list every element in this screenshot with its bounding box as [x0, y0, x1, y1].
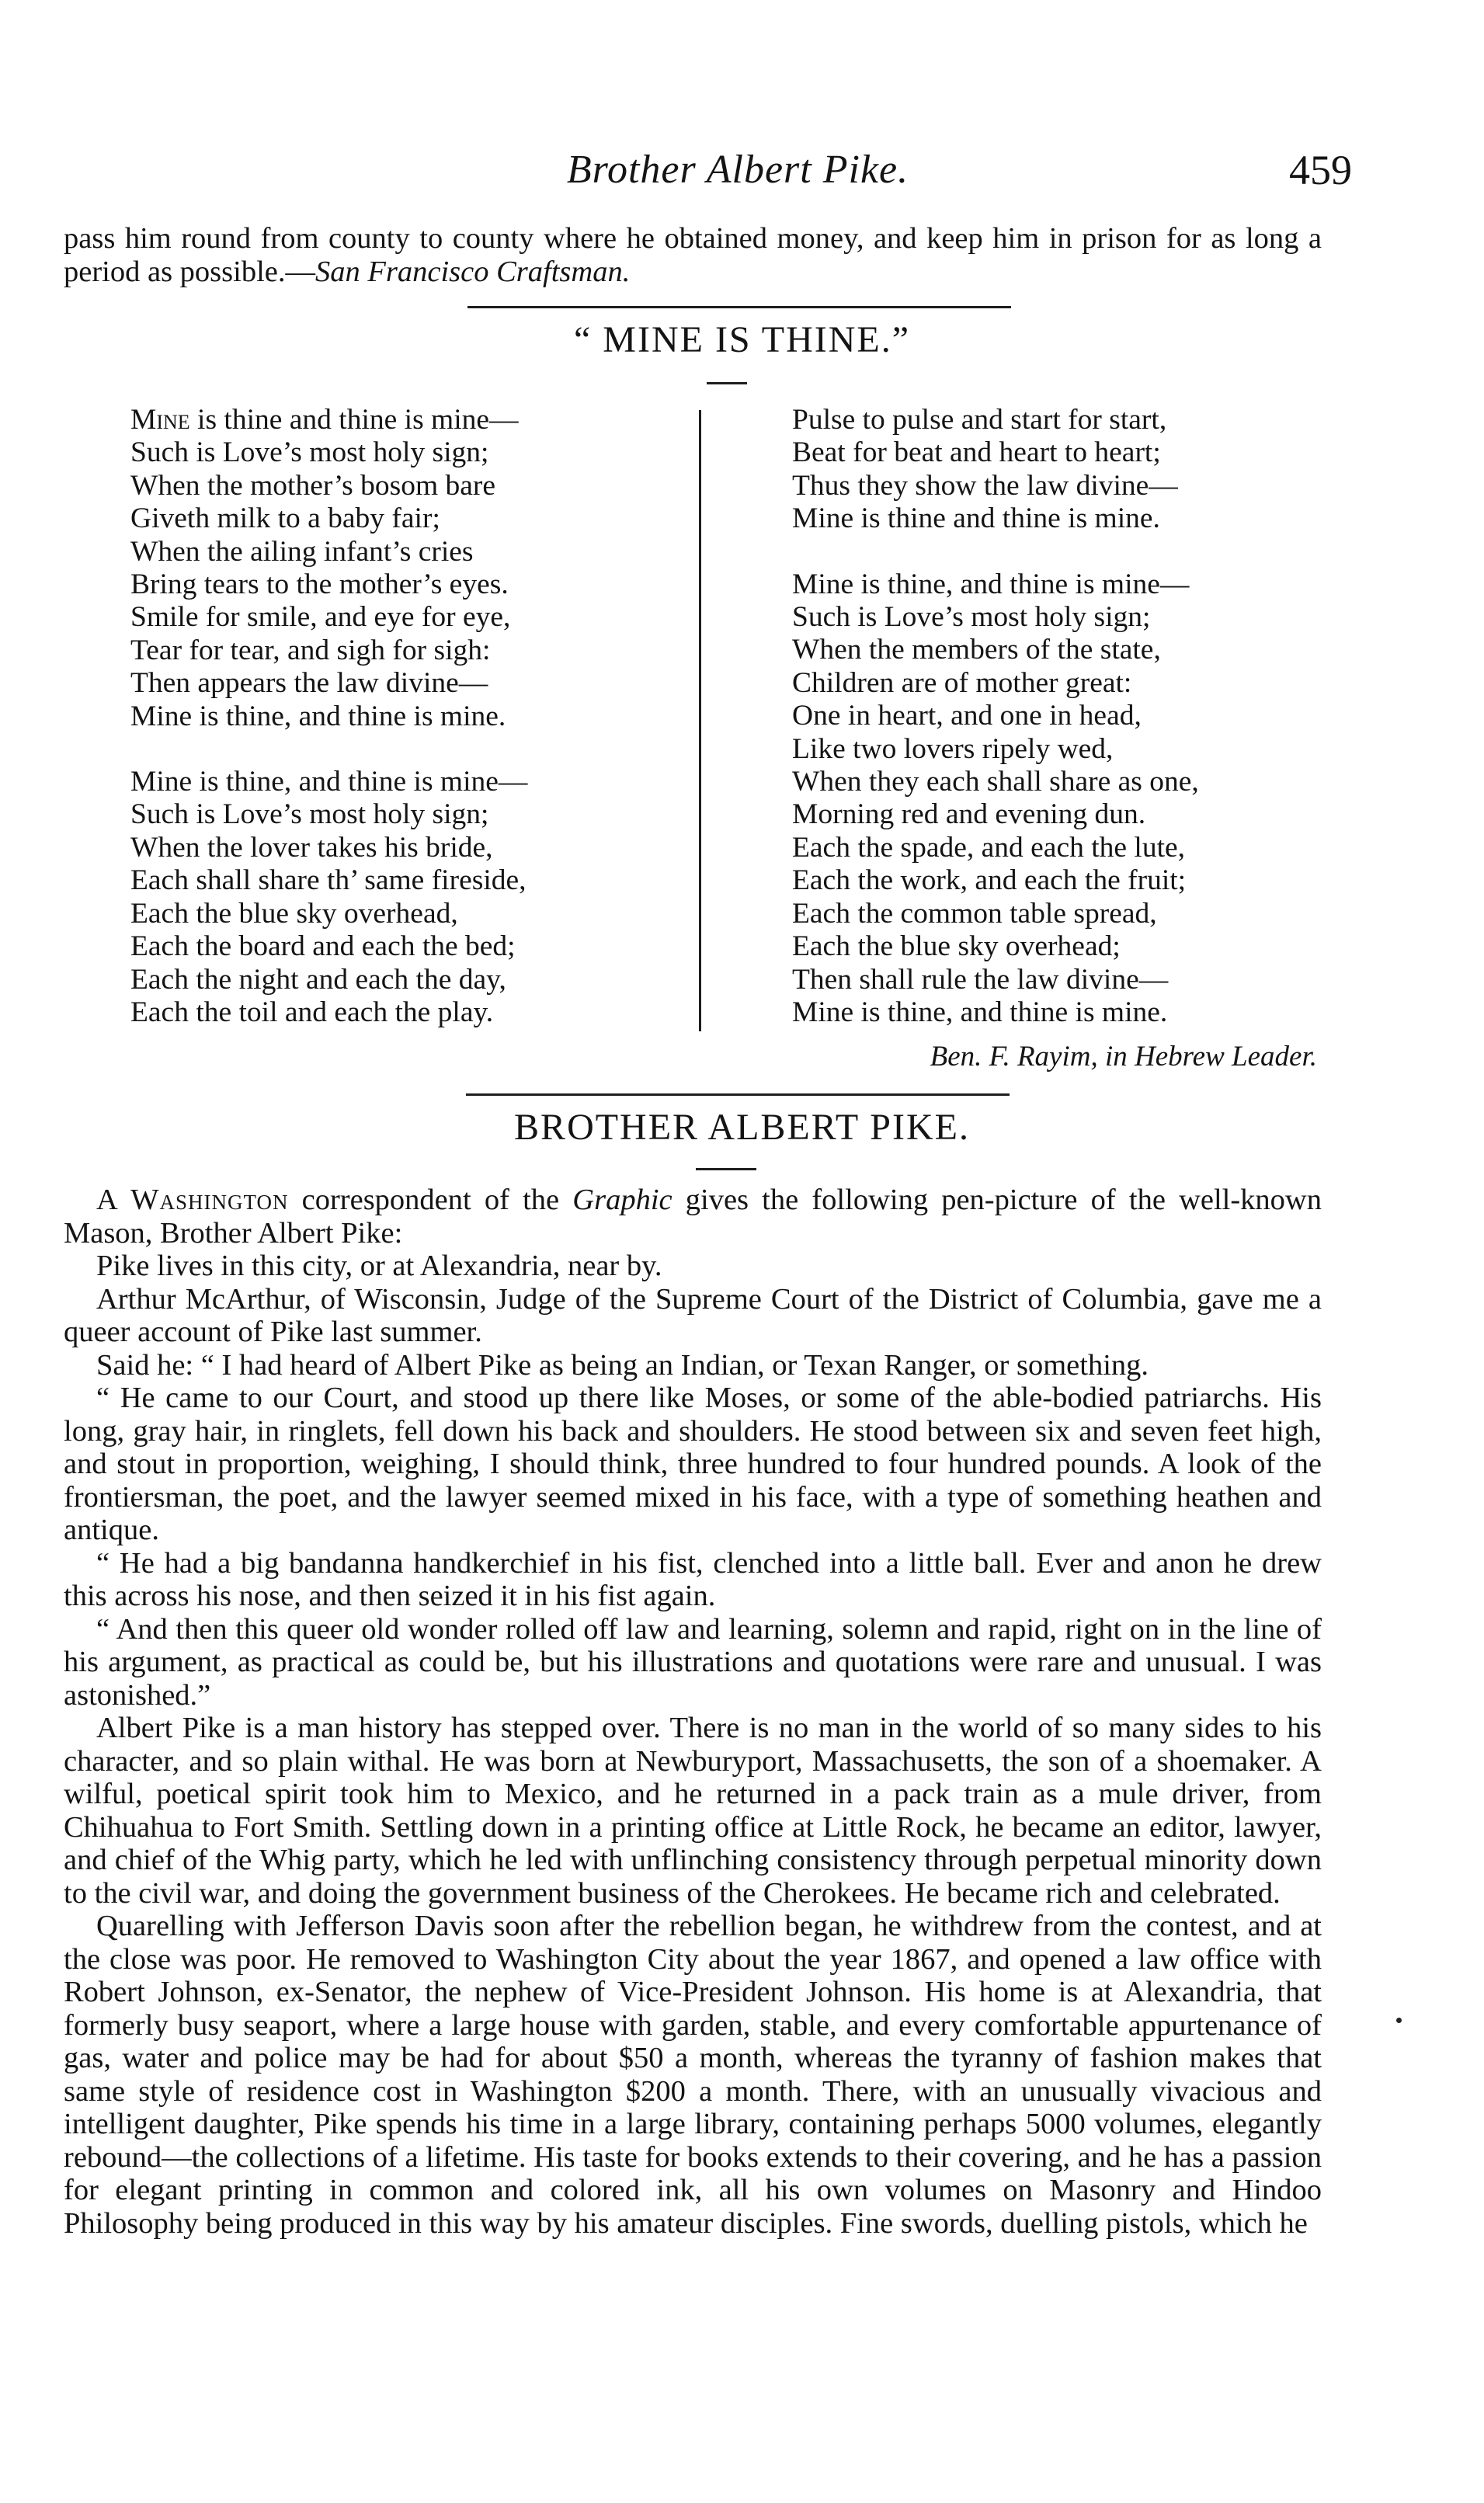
poem-line: Then shall rule the law divine— [792, 963, 1169, 996]
poem-stanza [130, 766, 721, 1029]
article-lead-text-2: gives the following pen-picture of the well-known Mason, Brother Albert Pike: [64, 1184, 1322, 1250]
poem-line: When the mother’s bosom bare [130, 469, 496, 502]
poem-line [130, 404, 721, 436]
poem-stanza [792, 568, 1382, 1030]
poem-line: Each the spade, and each the lute, [792, 831, 1186, 864]
poem-title: “ MINE IS THINE.” [573, 319, 911, 360]
article-lead-publication: Graphic [572, 1184, 672, 1216]
poem-line: When the members of the state, [792, 634, 1161, 666]
poem-line: Each the work, and each the fruit; [792, 864, 1187, 897]
poem-line: Each the toil and each the play. [130, 996, 494, 1028]
article-paragraph: “ He came to our Court, and stood up there like Moses, or some of the able-bodied patriarchs. His long, gray hair, in ringlets, fell down his back and shoulders. He stood between six and seven feet high, and stout in proportion, weighing, I should think, three hundred to four hundred pounds. A look of the frontiersman, the poet, and the lawyer seemed mixed in his face, with a type of something heathen and antique. [64, 1382, 1322, 1546]
poem-line: Bring tears to the mother’s eyes. [130, 568, 509, 601]
poem-line: Then appears the law divine— [130, 667, 488, 700]
poem-column-divider [699, 410, 701, 1031]
poem-line: Each the night and each the day, [130, 963, 506, 996]
running-title: Brother Albert Pike. [566, 148, 909, 192]
poem-line: Each the common table spread, [792, 897, 1157, 930]
poem-line: Each the blue sky overhead, [130, 897, 458, 930]
intro-text [64, 222, 1322, 288]
poem-line: Smile for smile, and eye for eye, [130, 601, 511, 634]
poem-line: Such is Love’s most holy sign; [130, 798, 489, 831]
poem-right-column [792, 404, 1382, 1029]
poem-line: When they each shall share as one, [792, 766, 1199, 798]
article-lead-paragraph [64, 1184, 1322, 1250]
intro-body: pass him round from county to county where he obtained money, and keep him in prison for as long a period as possible.— [64, 222, 1322, 288]
poem-title-rule [707, 382, 747, 384]
article-paragraph: Albert Pike is a man history has stepped over. There is no man in the world of so many sides to his character, and so plain withal. He was born at Newburyport, Massachusetts, the son of a shoemaker. A wilful, poetical spirit took him to Mexico, and he returned in a pack train as a mule driver, from Chihuahua to Fort Smith. Settling down in a printing office at Little Rock, he became an editor, lawyer, and chief of the Whig party, which he led with unflinching consistency through perpetual minority down to the civil war, and doing the government business of the Cherokees. He became rich and celebrated. [64, 1712, 1322, 1910]
poem-line: Such is Love’s most holy sign; [792, 601, 1151, 634]
article-title-rule [696, 1168, 756, 1170]
poem-stanza [792, 404, 1382, 536]
poem-line: Mine is thine, and thine is mine— [130, 766, 528, 798]
article-lead-word: A Washington [96, 1184, 289, 1216]
poem-line: Each shall share th’ same fireside, [130, 864, 527, 897]
poem-line: Giveth milk to a baby fair; [130, 502, 440, 535]
article-title: BROTHER ALBERT PIKE. [514, 1107, 970, 1148]
article-paragraph: Said he: “ I had heard of Albert Pike as being an Indian, or Texan Ranger, or something. [96, 1348, 1149, 1382]
poem-attribution: Ben. F. Rayim, in Hebrew Leader. [930, 1041, 1317, 1072]
poem-line: Thus they show the law divine— [792, 469, 1178, 502]
poem-stanza [130, 404, 721, 733]
article-body [64, 1184, 1322, 2240]
poem-line: Tear for tear, and sigh for sigh: [130, 634, 491, 666]
article-paragraph: “ And then this queer old wonder rolled off law and learning, solemn and rapid, right on in the line of his argument, as practical as could be, but his illustrations and quotations were rare and unusual. I was astonished.” [64, 1612, 1322, 1712]
poem-line: Each the blue sky overhead; [792, 930, 1121, 963]
poem-line-text: is thine and thine is mine— [189, 404, 519, 436]
poem-line: Mine is thine, and thine is mine. [792, 996, 1168, 1028]
margin-mark [1396, 2018, 1402, 2023]
article-lead-text-1: correspondent of the [288, 1184, 573, 1216]
poem-line: One in heart, and one in head, [792, 700, 1142, 732]
poem-first-word: Mine [130, 404, 190, 436]
poem-line: Morning red and evening dun. [792, 798, 1146, 831]
running-head [0, 143, 1484, 197]
article-paragraph: Arthur McArthur, of Wisconsin, Judge of the Supreme Court of the District of Columbia, gave me a queer account of Pike last summer. [64, 1282, 1322, 1348]
intro-paragraph [64, 222, 1322, 288]
poem-line: When the ailing infant’s cries [130, 535, 474, 568]
poem-left-column [130, 404, 721, 1029]
poem-line: Pulse to pulse and start for start, [792, 404, 1167, 436]
poem-line: When the lover takes his bride, [130, 831, 493, 864]
poem-line: Each the board and each the bed; [130, 930, 516, 963]
section-rule-2 [466, 1093, 1010, 1096]
article-paragraph: Pike lives in this city, or at Alexandria, near by. [96, 1250, 662, 1282]
poem-line: Mine is thine and thine is mine. [792, 502, 1160, 535]
poem-line: Children are of mother great: [792, 666, 1132, 699]
intro-source: San Francisco Craftsman. [315, 255, 631, 288]
article-paragraph: “ He had a big bandanna handkerchief in his fist, clenched into a little ball. Ever and anon he drew this across his nose, and then seized it in his fist again. [64, 1546, 1322, 1612]
poem-line: Like two lovers ripely wed, [792, 732, 1114, 765]
page-number: 459 [1289, 147, 1352, 193]
poem-line: Such is Love’s most holy sign; [130, 436, 489, 469]
section-rule-1 [467, 306, 1011, 308]
poem-line: Mine is thine, and thine is mine. [130, 700, 506, 732]
poem-line: Mine is thine, and thine is mine— [792, 568, 1190, 600]
poem-line: Beat for beat and heart to heart; [792, 436, 1161, 469]
article-paragraph: Quarelling with Jefferson Davis soon after the rebellion began, he withdrew from the contest, and at the close was poor. He removed to Washington City about the year 1867, and opened a law office with Robert Johnson, ex-Senator, the nephew of Vice-President Johnson. His home is at Alexandria, that formerly busy seaport, where a large house with garden, stable, and every comfortable appurtenance of gas, water and police may be had for about $50 a month, whereas the tyranny of fashion makes that same style of residence cost in Washington $200 a month. There, with an unusually vivacious and intelligent daughter, Pike spends his time in a large library, containing perhaps 5000 volumes, elegantly rebound—the collections of a lifetime. His taste for books extends to their covering, and he has a passion for elegant printing in common and colored ink, all his own volumes on Masonry and Hindoo Philosophy being produced in this way by his amateur disciples. Fine swords, duelling pistols, which he [64, 1910, 1322, 2240]
